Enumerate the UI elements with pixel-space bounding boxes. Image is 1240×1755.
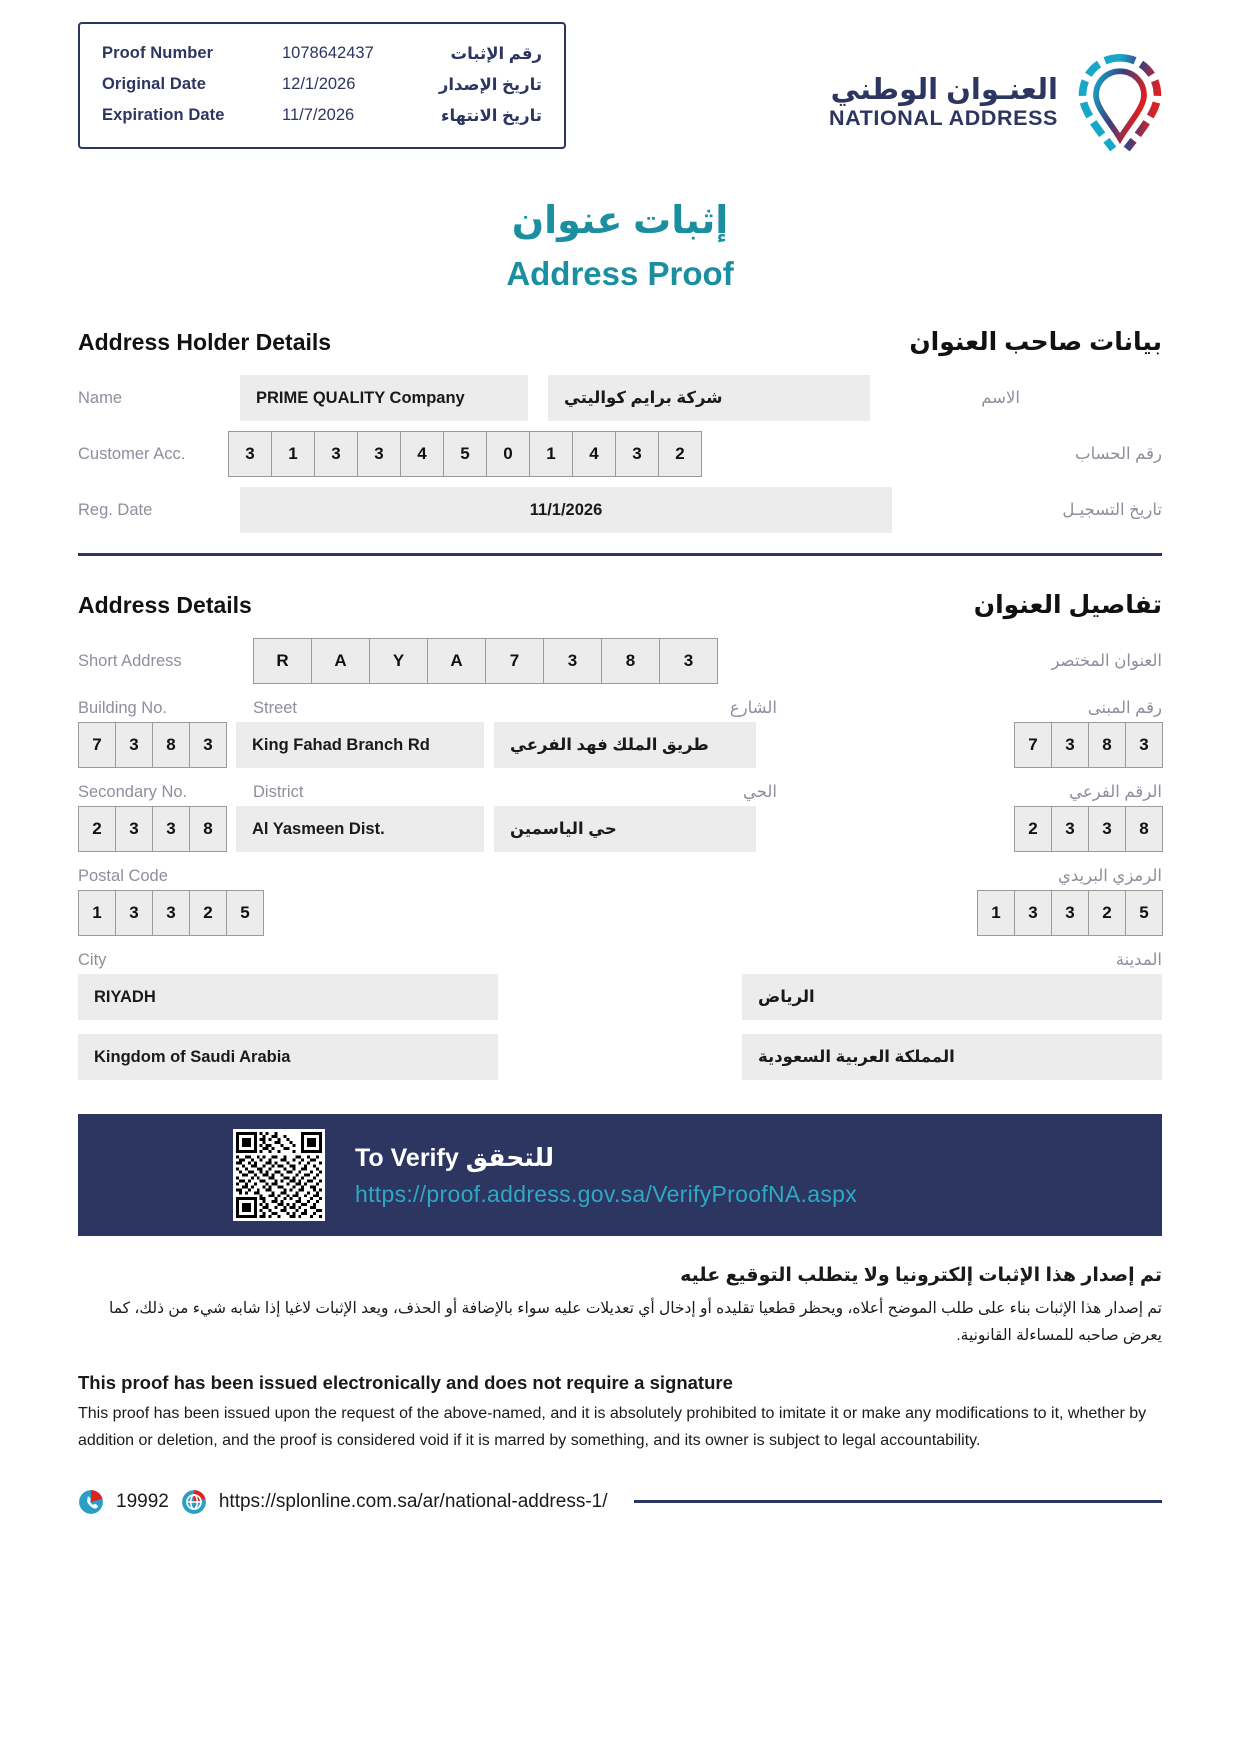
original-date-row: [102, 69, 542, 100]
city-value-row: [78, 974, 1162, 1020]
postal-label-en: Postal Code: [78, 867, 168, 886]
digit-box: 7: [485, 638, 544, 684]
name-value-ar: شركة برايم كواليتي: [548, 375, 870, 421]
digit-box: 8: [189, 806, 227, 852]
postal-label-row: [78, 866, 1162, 886]
digit-box: 3: [615, 431, 659, 477]
digit-box: 1: [977, 890, 1015, 936]
verify-title: To Verify للتحقق: [355, 1143, 555, 1172]
customer-acc-row: [78, 431, 1162, 477]
address-heading-ar: تفاصيل العنوان: [973, 591, 1162, 620]
secondary-digit-boxes-ar: [1014, 806, 1162, 852]
digit-box: 7: [1014, 722, 1052, 768]
postal-label-ar: الرمزي البريدي: [1057, 867, 1162, 886]
digit-box: 5: [1125, 890, 1163, 936]
footer-url[interactable]: https://splonline.com.sa/ar/national-address-1/: [218, 1490, 608, 1512]
city-value-ar: الرياض: [742, 974, 1162, 1020]
country-value-row: [78, 1034, 1162, 1080]
street-label-ar: الشارع: [729, 699, 777, 718]
street-value-en: King Fahad Branch Rd: [236, 722, 484, 768]
city-label-en: City: [78, 951, 107, 970]
proof-number-value: 1078642437: [282, 44, 374, 62]
postal-digit-boxes-ar: [977, 890, 1162, 936]
building-street-label-row: [78, 698, 1162, 718]
disclaimer-title-en: This proof has been issued electronically and does not require a signature: [78, 1371, 733, 1393]
name-row: [78, 375, 1162, 421]
customer-acc-digit-boxes: [228, 431, 701, 477]
digit-box: 3: [152, 890, 190, 936]
address-section-heading: [78, 590, 1162, 620]
short-address-label-en: Short Address: [78, 651, 182, 670]
digit-box: 3: [189, 722, 227, 768]
reg-date-label-ar: تاريخ التسجيـل: [1062, 501, 1162, 520]
digit-box: 2: [1014, 806, 1052, 852]
section-divider: [78, 553, 1162, 556]
expiration-date-value: 11/7/2026: [282, 106, 355, 124]
digit-box: 3: [1088, 806, 1126, 852]
expiration-date-row: [102, 100, 542, 131]
digit-box: R: [253, 638, 312, 684]
disclaimer-title-ar: تم إصدار هذا الإثبات إلكترونيا ولا يتطلب التوقيع عليه: [680, 1265, 1162, 1287]
location-pin-icon: [1072, 48, 1168, 156]
digit-box: 8: [601, 638, 660, 684]
digit-box: 3: [357, 431, 401, 477]
logo-wordmark: [829, 74, 1058, 131]
proof-number-label-ar: رقم الإثبات: [450, 44, 542, 63]
secondary-digit-boxes: [78, 806, 226, 852]
reg-date-row: [78, 487, 1162, 533]
digit-box: Y: [369, 638, 428, 684]
logo-text-en: NATIONAL ADDRESS: [829, 106, 1058, 131]
digit-box: 5: [443, 431, 487, 477]
original-date-value: 12/1/2026: [282, 75, 356, 93]
title-english: Address Proof: [506, 255, 734, 293]
disclaimer-body-ar: تم إصدار هذا الإثبات بناء على طلب الموضح أعلاه، ويحظر قطعيا تقليده أو إدخال أي تعديلات عليه سواء بالإضافة أو الحذف، ويعد الإثبات لاغيا إذا شابه شيء من ذلك، كما يعرض صاحبه للمساءلة القانونية.: [108, 1300, 1162, 1345]
district-value-ar: حي الياسمين: [494, 806, 756, 852]
digit-box: 3: [314, 431, 358, 477]
district-label-en: District: [253, 783, 304, 802]
street-label-en: Street: [253, 699, 298, 718]
footer-rule: [634, 1500, 1163, 1503]
digit-box: 1: [78, 890, 116, 936]
verify-url[interactable]: https://proof.address.gov.sa/VerifyProofNA.aspx: [355, 1180, 858, 1207]
digit-box: A: [427, 638, 486, 684]
expiration-date-label-en: Expiration Date: [102, 106, 225, 124]
globe-icon: [181, 1489, 207, 1515]
digit-box: 8: [152, 722, 190, 768]
secondary-district-value-row: [78, 806, 1162, 852]
expiration-date-label-ar: تاريخ الانتهاء: [441, 106, 542, 125]
digit-box: 5: [226, 890, 264, 936]
reg-date-value: 11/1/2026: [240, 487, 892, 533]
country-value-en: Kingdom of Saudi Arabia: [78, 1034, 498, 1080]
digit-box: 3: [1051, 722, 1089, 768]
disclaimer-body-en: This proof has been issued upon the request of the above-named, and it is absolutely prohibited to imitate it or make any modifications to it, whether by addition or deletion, and the proof is considered void if it is marred by something, and its owner is subject to legal accountability.: [78, 1404, 1147, 1450]
document-footer: [0, 1489, 1240, 1515]
title-arabic: إثبات عنوان: [511, 200, 729, 242]
original-date-label-ar: تاريخ الإصدار: [438, 75, 542, 94]
short-address-label-ar: العنوان المختصر: [1051, 652, 1162, 671]
national-address-logo: [829, 22, 1168, 156]
holder-heading-en: Address Holder Details: [78, 329, 332, 356]
digit-box: 2: [658, 431, 702, 477]
address-heading-en: Address Details: [78, 592, 252, 619]
digit-box: 2: [1088, 890, 1126, 936]
city-label-row: [78, 950, 1162, 970]
digit-box: 3: [115, 806, 153, 852]
building-digit-boxes: [78, 722, 226, 768]
digit-box: 3: [115, 722, 153, 768]
proof-info-box: [78, 22, 566, 149]
footer-phone: 19992: [116, 1490, 169, 1512]
document-header: [0, 0, 1240, 156]
digit-box: 8: [1088, 722, 1126, 768]
district-value-en: Al Yasmeen Dist.: [236, 806, 484, 852]
address-holder-section: [0, 327, 1240, 533]
building-digit-boxes-ar: [1014, 722, 1162, 768]
phone-icon: [78, 1489, 104, 1515]
proof-number-label-en: Proof Number: [102, 44, 214, 62]
digit-box: 1: [529, 431, 573, 477]
street-value-ar: طريق الملك فهد الفرعي: [494, 722, 756, 768]
digit-box: 3: [228, 431, 272, 477]
logo-text-ar: العنـوان الوطني: [830, 73, 1058, 106]
name-label-ar: الاسم: [981, 389, 1020, 408]
short-address-row: [78, 638, 1162, 684]
short-address-char-boxes: [253, 638, 717, 684]
verify-band: [78, 1114, 1162, 1236]
postal-value-row: [78, 890, 1162, 936]
disclaimer-section: [0, 1264, 1240, 1454]
digit-box: 3: [152, 806, 190, 852]
building-label-en: Building No.: [78, 699, 167, 718]
building-label-ar: رقم المبنى: [1087, 699, 1162, 718]
city-label-ar: المدينة: [1115, 951, 1162, 970]
document-title: [0, 196, 1240, 293]
secondary-label-en: Secondary No.: [78, 783, 188, 802]
holder-section-heading: [78, 327, 1162, 357]
digit-box: 8: [1125, 806, 1163, 852]
digit-box: 3: [1014, 890, 1052, 936]
reg-date-label-en: Reg. Date: [78, 500, 153, 519]
digit-box: 3: [659, 638, 718, 684]
country-value-ar: المملكة العربية السعودية: [742, 1034, 1162, 1080]
digit-box: 2: [78, 806, 116, 852]
digit-box: 3: [1051, 806, 1089, 852]
digit-box: 4: [572, 431, 616, 477]
digit-box: A: [311, 638, 370, 684]
digit-box: 3: [115, 890, 153, 936]
qr-code-icon[interactable]: [233, 1129, 325, 1221]
name-label-en: Name: [78, 388, 123, 407]
holder-heading-ar: بيانات صاحب العنوان: [909, 328, 1162, 357]
city-value-en: RIYADH: [78, 974, 498, 1020]
customer-acc-label-en: Customer Acc.: [78, 444, 186, 463]
address-details-section: [0, 590, 1240, 1080]
digit-box: 7: [78, 722, 116, 768]
original-date-label-en: Original Date: [102, 75, 206, 93]
district-label-ar: الحي: [742, 783, 777, 802]
digit-box: 4: [400, 431, 444, 477]
digit-box: 3: [543, 638, 602, 684]
digit-box: 3: [1125, 722, 1163, 768]
digit-box: 2: [189, 890, 227, 936]
building-street-value-row: [78, 722, 1162, 768]
secondary-label-ar: الرقم الفرعي: [1069, 783, 1162, 802]
secondary-district-label-row: [78, 782, 1162, 802]
digit-box: 1: [271, 431, 315, 477]
name-value-en: PRIME QUALITY Company: [240, 375, 528, 421]
digit-box: 0: [486, 431, 530, 477]
digit-box: 3: [1051, 890, 1089, 936]
proof-number-row: [102, 38, 542, 69]
customer-acc-label-ar: رقم الحساب: [1075, 445, 1162, 464]
verify-text-block: [355, 1143, 857, 1208]
postal-digit-boxes: [78, 890, 263, 936]
